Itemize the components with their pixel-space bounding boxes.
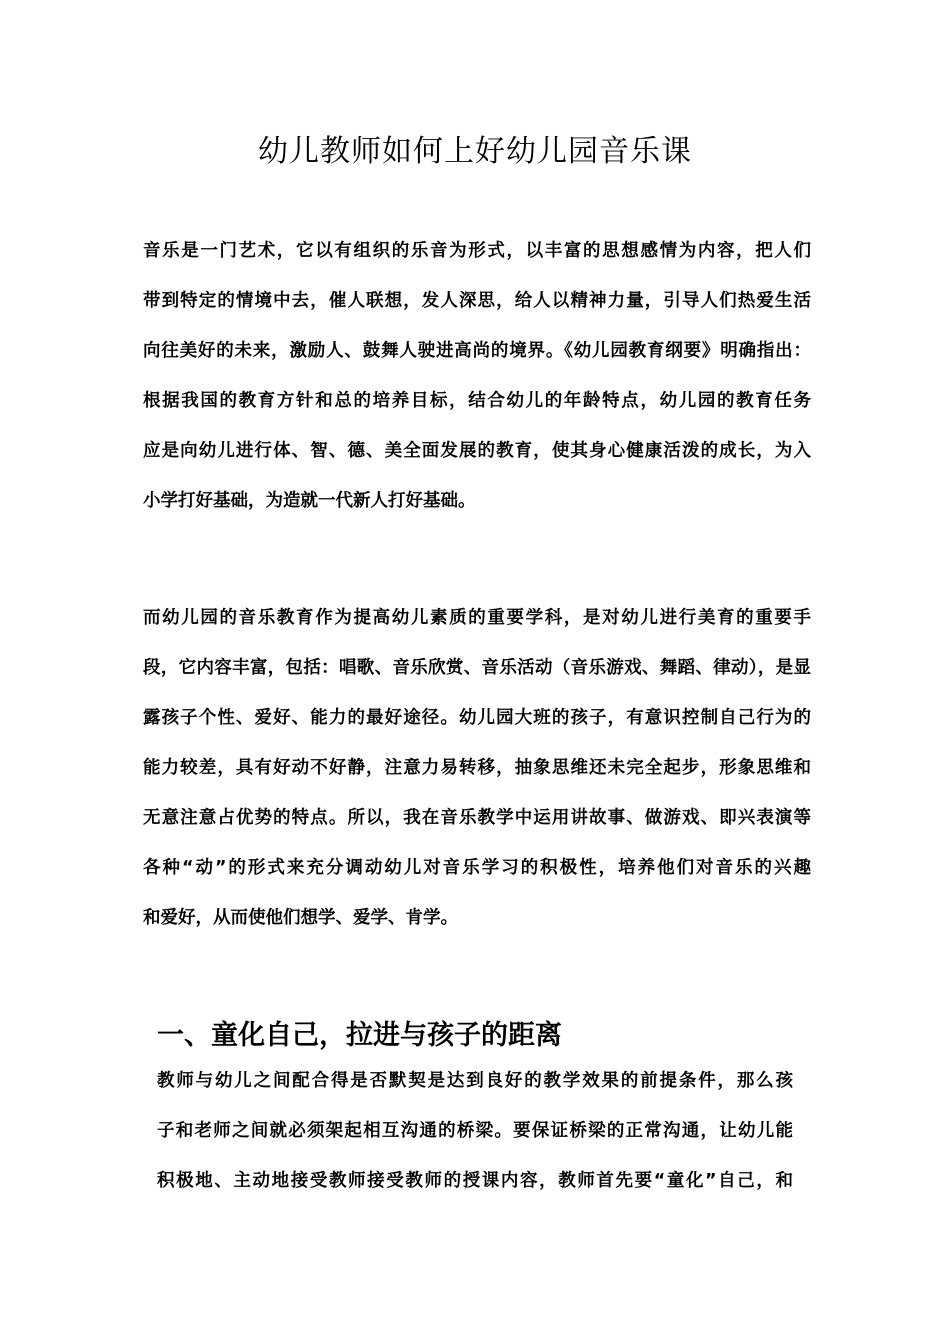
paragraph-line: 带到特定的情境中去，催人联想，发人深思，给人以精神力量，引导人们热爱生活 [143, 291, 811, 311]
paragraph-line: 段，它内容丰富，包括：唱歌、音乐欣赏、音乐活动（音乐游戏、舞蹈、律动），是显 [143, 658, 811, 678]
paragraph-line: 各种“动”的形式来充分调动幼儿对音乐学习的积极性，培养他们对音乐的兴趣 [143, 858, 811, 878]
paragraph-line: 而幼儿园的音乐教育作为提高幼儿素质的重要学科，是对幼儿进行美育的重要手 [143, 608, 811, 628]
paragraph-line: 音乐是一门艺术，它以有组织的乐音为形式，以丰富的思想感情为内容，把人们 [143, 241, 811, 261]
paragraph-line: 根据我国的教育方针和总的培养目标，结合幼儿的年龄特点，幼儿园的教育任务 [143, 391, 811, 411]
paragraph-line: 教师与幼儿之间配合得是否默契是达到良好的教学效果的前提条件，那么孩 [157, 1071, 793, 1091]
music-education-paragraph [143, 593, 811, 943]
section-heading: 一、童化自己，拉进与孩子的距离 [157, 1020, 562, 1051]
section1-paragraph [157, 1056, 793, 1206]
paragraph-line: 无意注意占优势的特点。所以，我在音乐教学中运用讲故事、做游戏、即兴表演等 [143, 808, 811, 828]
paragraph-line: 子和老师之间就必须架起相互沟通的桥梁。要保证桥梁的正常沟通，让幼儿能 [157, 1121, 793, 1141]
document-title: 幼儿教师如何上好幼儿园音乐课 [258, 134, 692, 169]
paragraph-line: 能力较差，具有好动不好静，注意力易转移，抽象思维还未完全起步，形象思维和 [143, 758, 811, 778]
paragraph-line: 露孩子个性、爱好、能力的最好途径。幼儿园大班的孩子，有意识控制自己行为的 [143, 708, 811, 728]
paragraph-line: 应是向幼儿进行体、智、德、美全面发展的教育，使其身心健康活泼的成长，为入 [143, 441, 811, 461]
paragraph-line: 和爱好，从而使他们想学、爱学、肯学。 [143, 908, 458, 928]
intro-paragraph [143, 226, 811, 526]
paragraph-line: 积极地、主动地接受教师接受教师的授课内容，教师首先要“童化”自己，和 [157, 1171, 793, 1191]
paragraph-line: 小学打好基础，为造就一代新人打好基础。 [143, 491, 476, 511]
paragraph-line: 向往美好的未来，激励人、鼓舞人驶进高尚的境界。《幼儿园教育纲要》明确指出： [143, 341, 811, 361]
